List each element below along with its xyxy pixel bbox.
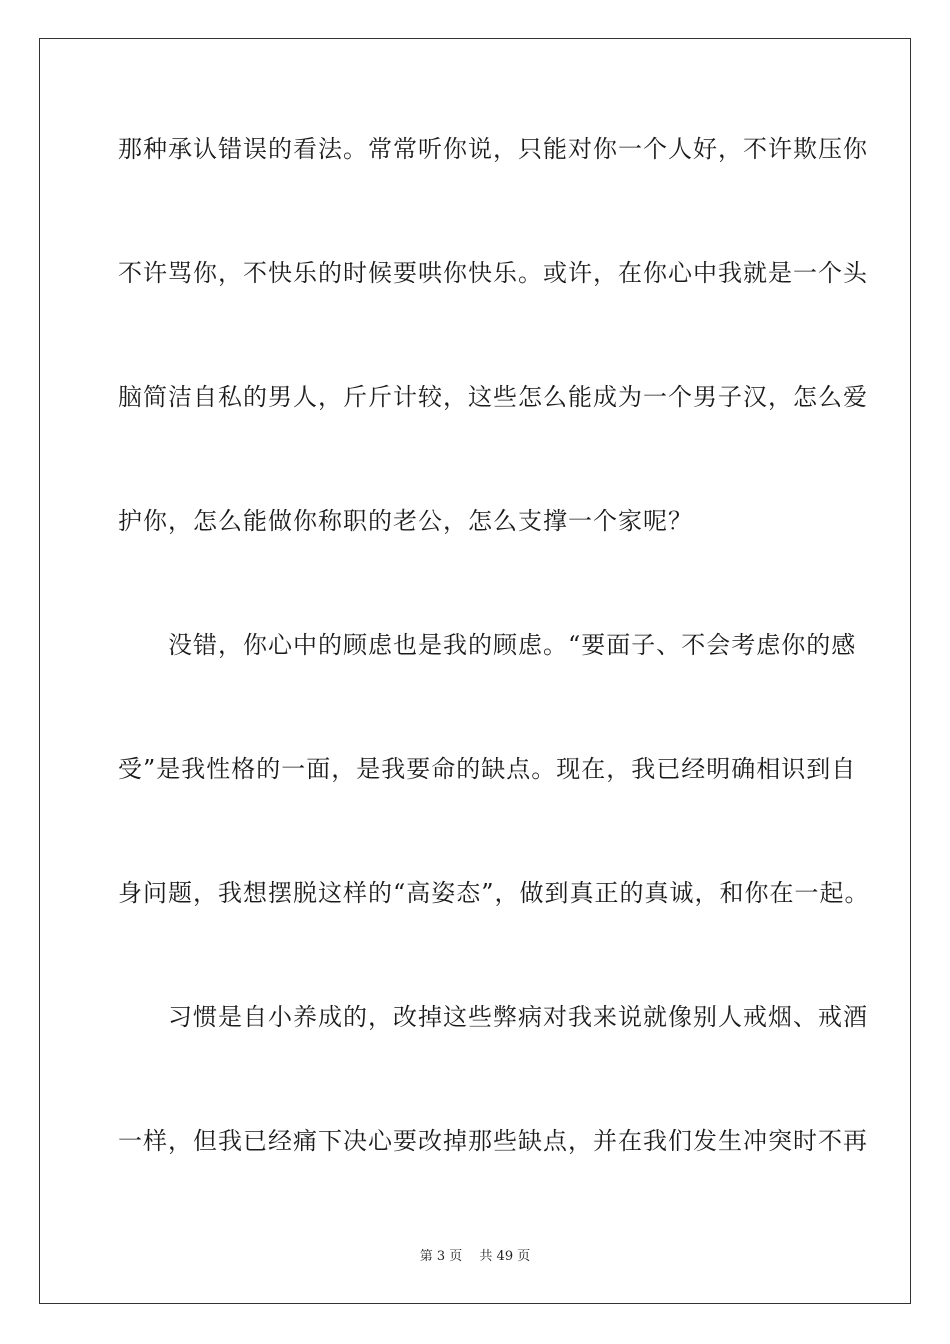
page-border [39, 38, 911, 1304]
paragraph-line: 一样，但我已经痛下决心要改掉那些缺点，并在我们发生冲突时不再 [118, 1127, 868, 1155]
paragraph-line: 受”是我性格的一面，是我要命的缺点。现在，我已经明确相识到自 [118, 755, 857, 783]
paragraph-line: 护你，怎么能做你称职的老公，怎么支撑一个家呢？ [118, 507, 693, 535]
paragraph-line: 那种承认错误的看法。常常听你说，只能对你一个人好，不许欺压你 [118, 135, 868, 163]
page-number-footer: 第 3 页 共 49 页 [419, 1249, 531, 1264]
paragraph-line: 不许骂你，不快乐的时候要哄你快乐。或许，在你心中我就是一个头 [118, 259, 868, 287]
paragraph-line: 习惯是自小养成的，改掉这些弊病对我来说就像别人戒烟、戒酒 [118, 1003, 868, 1031]
paragraph-line: 脑简洁自私的男人，斤斤计较，这些怎么能成为一个男子汉，怎么爱 [118, 383, 868, 411]
paragraph-line: 没错，你心中的顾虑也是我的顾虑。“要面子、不会考虑你的感 [118, 631, 857, 659]
paragraph-line: 身问题，我想摆脱这样的“高姿态”，做到真正的真诚，和你在一起。 [118, 879, 870, 907]
